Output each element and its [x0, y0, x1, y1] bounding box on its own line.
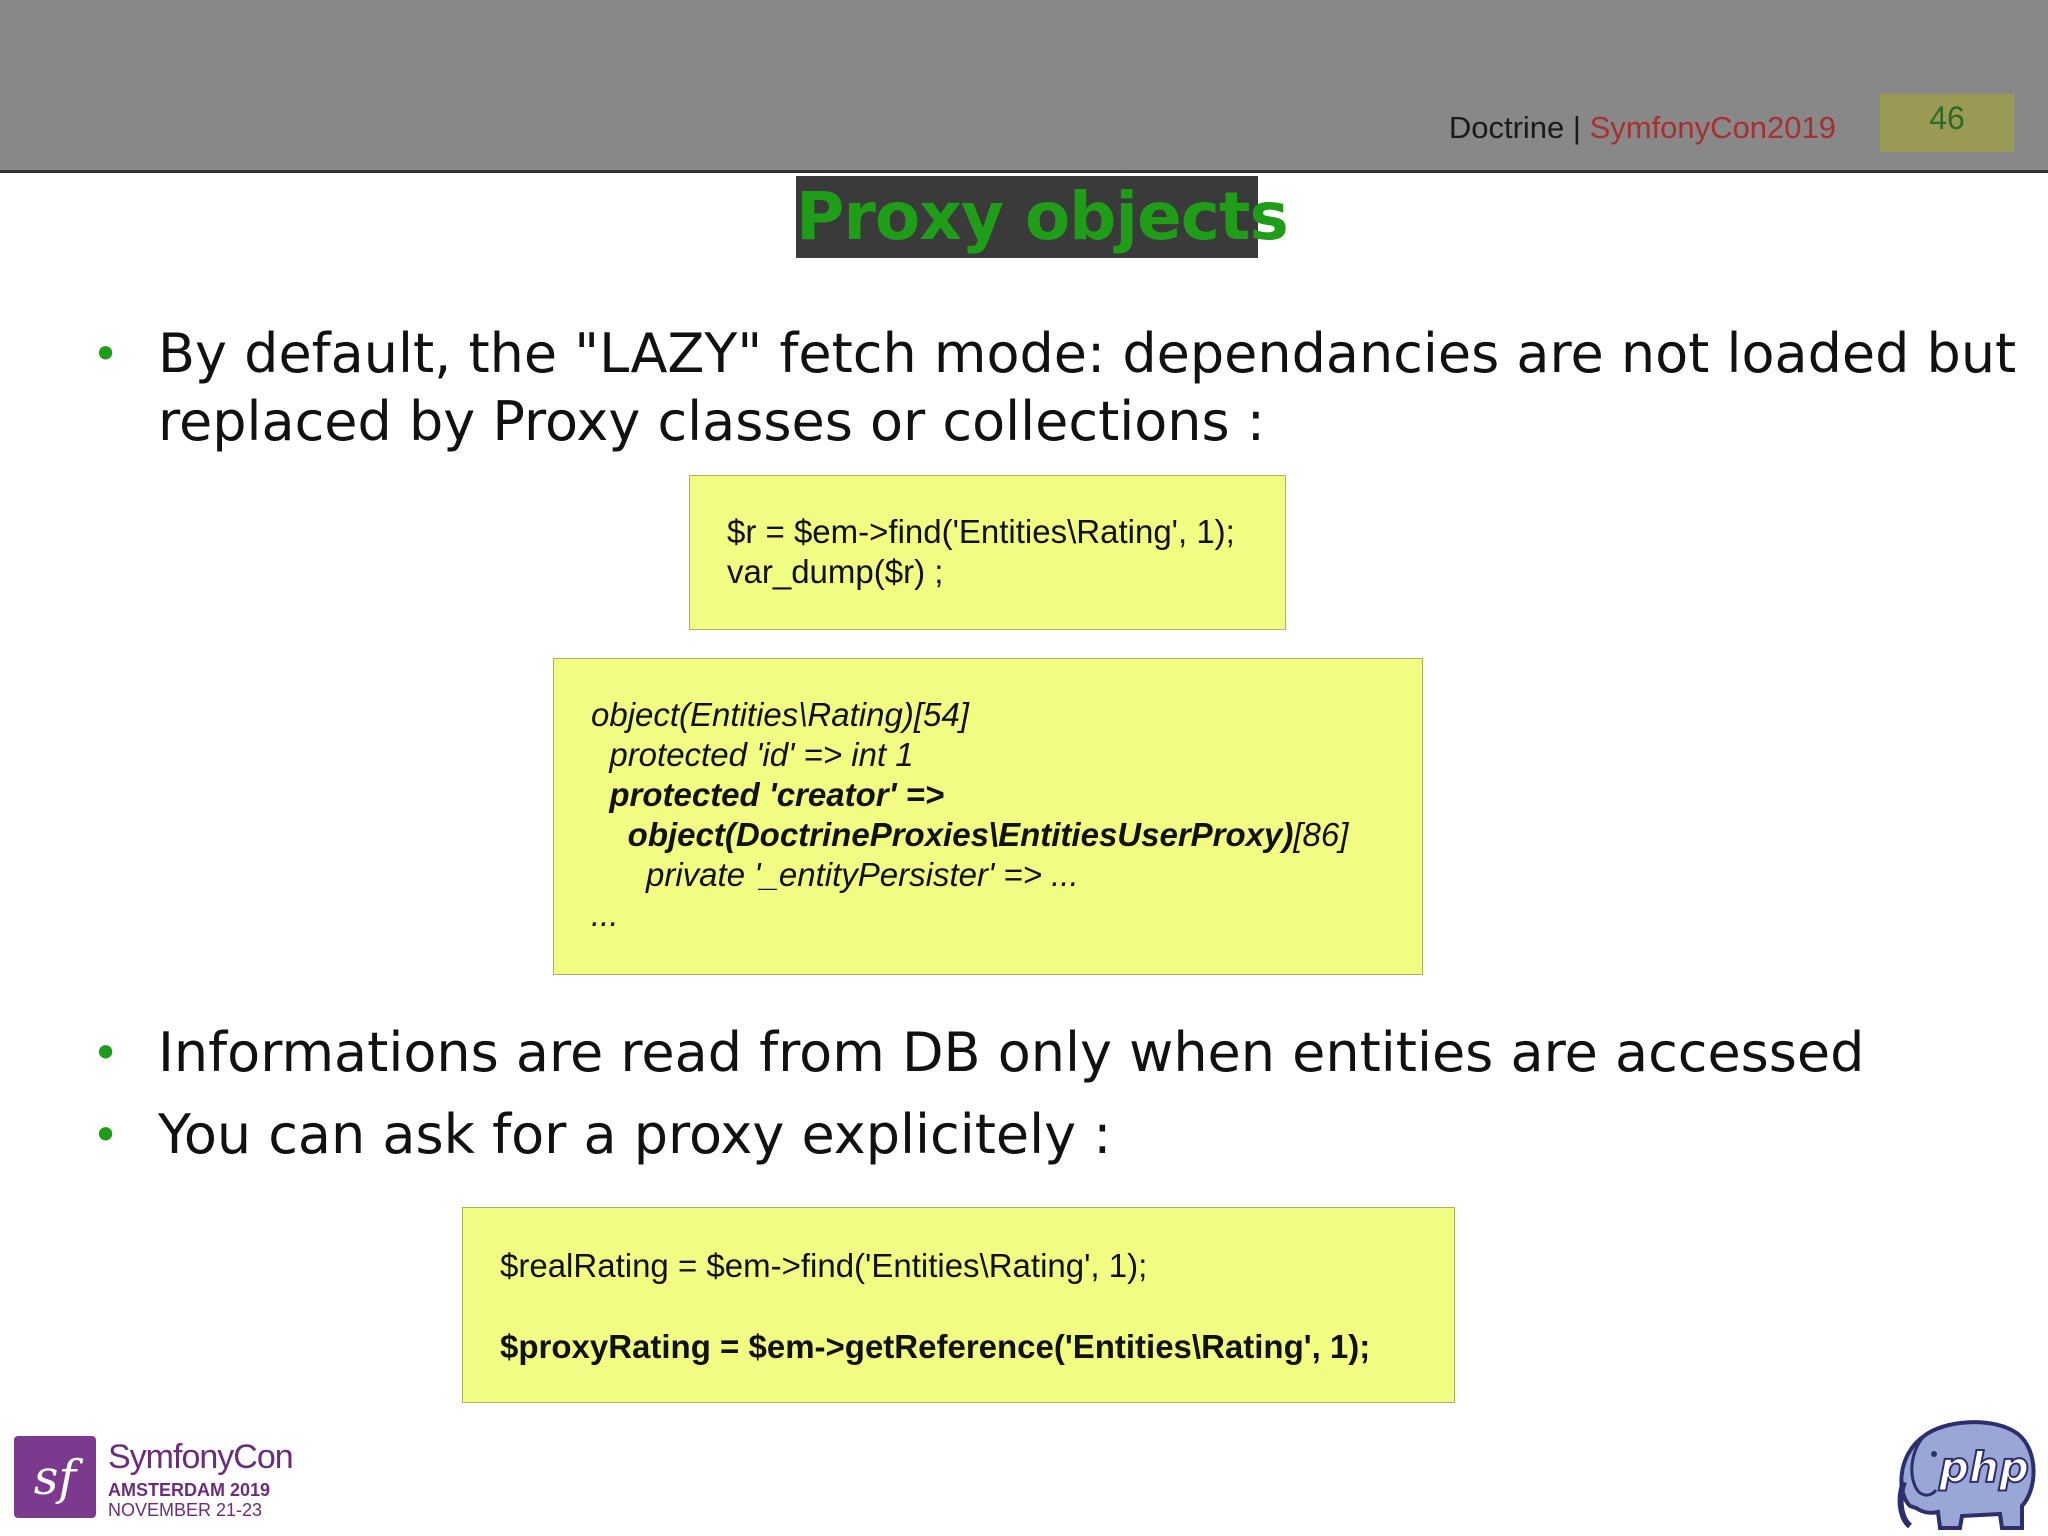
- bullet-dot-icon: •: [92, 1026, 120, 1080]
- code-line: protected 'id' => int 1: [591, 736, 914, 773]
- bullet-text: Informations are read from DB only when entities are accessed: [158, 1021, 1865, 1084]
- header-separator: |: [1564, 110, 1590, 145]
- bullet-dot-icon: •: [92, 1108, 120, 1162]
- code-line: $r = $em->find('Entities\Rating', 1);: [727, 513, 1235, 550]
- php-elephant-icon: [1890, 1410, 2040, 1536]
- code-line: object(DoctrineProxies\EntitiesUserProxy)[86]: [591, 816, 1349, 853]
- code-line: protected 'creator' =>: [591, 776, 945, 813]
- page-number: 46: [1880, 94, 2014, 152]
- code-line: object(Entities\Rating)[54]: [591, 696, 969, 733]
- header-bar: [0, 0, 2048, 173]
- code-line: $realRating = $em->find('Entities\Rating', 1);: [500, 1247, 1148, 1284]
- code-line: private '_entityPersister' => ...: [591, 856, 1079, 893]
- code-line: ...: [591, 896, 619, 933]
- header-topic: Doctrine: [1448, 110, 1565, 145]
- code-block-find: [689, 475, 1286, 630]
- bullet-text: You can ask for a proxy explicitely :: [158, 1103, 1112, 1166]
- code-block-reference: [462, 1207, 1455, 1403]
- code-block-var-dump: [553, 658, 1423, 975]
- svg-text:sf: sf: [33, 1450, 77, 1506]
- code-line: $proxyRating = $em->getReference('Entities\Rating', 1);: [500, 1328, 1371, 1365]
- php-text: php: [1938, 1443, 2030, 1492]
- code-line: var_dump($r) ;: [727, 553, 944, 590]
- header-conference: SymfonyCon2019: [1589, 110, 1836, 145]
- symfonycon-name: SymfonyCon: [108, 1438, 293, 1476]
- symfonycon-dates: NOVEMBER 21-23: [108, 1500, 263, 1520]
- bullet-dot-icon: •: [92, 327, 120, 381]
- bullet-text: By default, the "LAZY" fetch mode: dependancies are not loaded but replaced by Proxy classes or collections :: [158, 322, 2017, 453]
- symfony-sf-icon: [14, 1436, 96, 1518]
- symfonycon-city: AMSTERDAM 2019: [108, 1480, 271, 1500]
- header-caption: [1449, 110, 1836, 146]
- slide-title: Proxy objects: [796, 176, 1258, 258]
